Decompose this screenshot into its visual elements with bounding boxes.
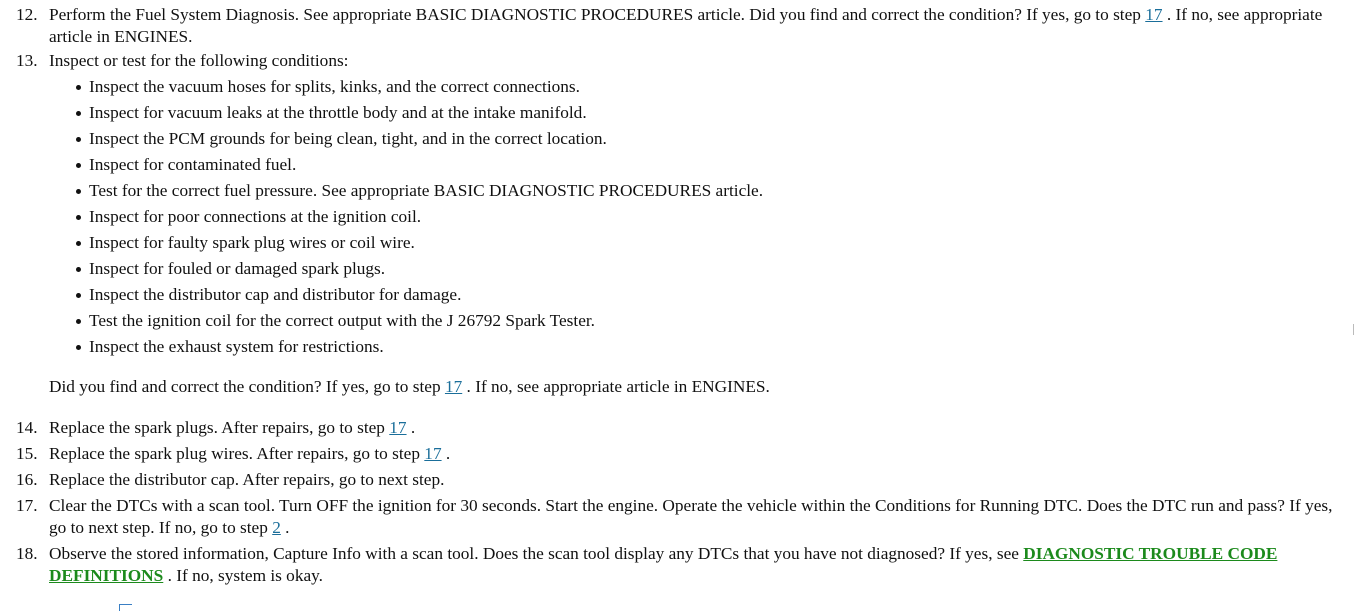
step-text xyxy=(49,417,1341,439)
list-item-text: Inspect for poor connections at the ignition coil. xyxy=(89,207,422,226)
list-item xyxy=(76,310,763,336)
step-text xyxy=(49,443,1341,465)
bullet-icon xyxy=(76,293,81,298)
list-item-text: Test the ignition coil for the correct output with the J 26792 Spark Tester. xyxy=(89,311,595,330)
list-item xyxy=(76,180,763,206)
list-item xyxy=(76,284,763,310)
list-item-text: Inspect the distributor cap and distributor for damage. xyxy=(89,285,462,304)
step-text-part: . xyxy=(445,444,451,463)
bullet-icon xyxy=(76,241,81,246)
step-number: 12. xyxy=(16,5,38,24)
step-text xyxy=(49,4,1341,48)
bullet-icon xyxy=(76,267,81,272)
go-to-step-link[interactable]: 17 xyxy=(444,377,463,396)
list-item-text: Inspect for vacuum leaks at the throttle body and at the intake manifold. xyxy=(89,103,587,122)
step-number: 15. xyxy=(16,444,38,463)
list-item xyxy=(76,258,763,284)
step-13 xyxy=(0,50,1357,400)
step-number: 13. xyxy=(16,51,38,70)
step-number: 17. xyxy=(16,496,38,515)
condition-list xyxy=(76,76,763,362)
list-item-text: Inspect for faulty spark plug wires or coil wire. xyxy=(89,233,415,252)
list-item xyxy=(76,76,763,102)
list-item-text: Inspect the PCM grounds for being clean, tight, and in the correct location. xyxy=(89,129,607,148)
bullet-icon xyxy=(76,111,81,116)
list-item xyxy=(76,154,763,180)
step-question xyxy=(49,376,1341,398)
bullet-icon xyxy=(76,85,81,90)
step-intro: Inspect or test for the following conditions: xyxy=(49,51,349,70)
dtc-definitions-link[interactable]: DIAGNOSTIC TROUBLE CODE DEFINITIONS xyxy=(49,544,1278,585)
list-item-text: Test for the correct fuel pressure. See appropriate BASIC DIAGNOSTIC PROCEDURES article. xyxy=(89,181,764,200)
step-text-part: Observe the stored information, Capture Info with a scan tool. Does the scan tool display any DTCs that you have not diagnosed? If yes, see xyxy=(49,544,1019,563)
go-to-step-link[interactable]: 17 xyxy=(1145,5,1163,24)
step-text xyxy=(49,495,1341,539)
step-text-part: Perform the Fuel System Diagnosis. See appropriate BASIC DIAGNOSTIC PROCEDURES article. Did you find and correct the condition? If yes, go to step xyxy=(49,5,1141,24)
step-text-part: . If no, see appropriate article in ENGINES. xyxy=(466,377,770,396)
bullet-icon xyxy=(76,163,81,168)
step-text-part: . If no, see appropriate article in ENGINES. xyxy=(49,5,1323,46)
bullet-icon xyxy=(76,189,81,194)
step-text-part: . xyxy=(285,518,290,537)
list-item-text: Inspect for contaminated fuel. xyxy=(89,155,297,174)
bullet-icon xyxy=(76,137,81,142)
list-item xyxy=(76,232,763,258)
step-text-part: Replace the spark plug wires. After repairs, go to step xyxy=(49,444,420,463)
step-number: 18. xyxy=(16,544,38,563)
bullet-icon xyxy=(76,319,81,324)
go-to-step-link[interactable]: 2 xyxy=(272,518,281,537)
step-text: Replace the distributor cap. After repairs, go to next step. xyxy=(49,470,445,489)
bullet-icon xyxy=(76,345,81,350)
scrollbar-edge xyxy=(1353,324,1356,335)
step-text-part: . If no, system is okay. xyxy=(167,566,323,585)
bullet-icon xyxy=(76,215,81,220)
step-text-part: Replace the spark plugs. After repairs, go to step xyxy=(49,418,385,437)
list-item-text: Inspect the exhaust system for restrictions. xyxy=(89,337,384,356)
list-item xyxy=(76,206,763,232)
list-item-text: Inspect for fouled or damaged spark plugs. xyxy=(89,259,386,278)
list-item-text: Inspect the vacuum hoses for splits, kinks, and the correct connections. xyxy=(89,77,580,96)
list-item xyxy=(76,128,763,154)
go-to-step-link[interactable]: 17 xyxy=(389,418,407,437)
go-to-step-link[interactable]: 17 xyxy=(424,444,442,463)
step-number: 14. xyxy=(16,418,38,437)
step-text-part: Clear the DTCs with a scan tool. Turn OFF the ignition for 30 seconds. Start the engine. Operate the vehicle within the Conditions for Running DTC. Does the DTC run and pass? If yes, go to next step. If no, go to step xyxy=(49,496,1333,537)
step-text xyxy=(49,543,1341,587)
step-number: 16. xyxy=(16,470,38,489)
list-item xyxy=(76,336,763,362)
list-item xyxy=(76,102,763,128)
step-text-part: . xyxy=(410,418,416,437)
step-text-part: Did you find and correct the condition? If yes, go to step xyxy=(49,377,441,396)
